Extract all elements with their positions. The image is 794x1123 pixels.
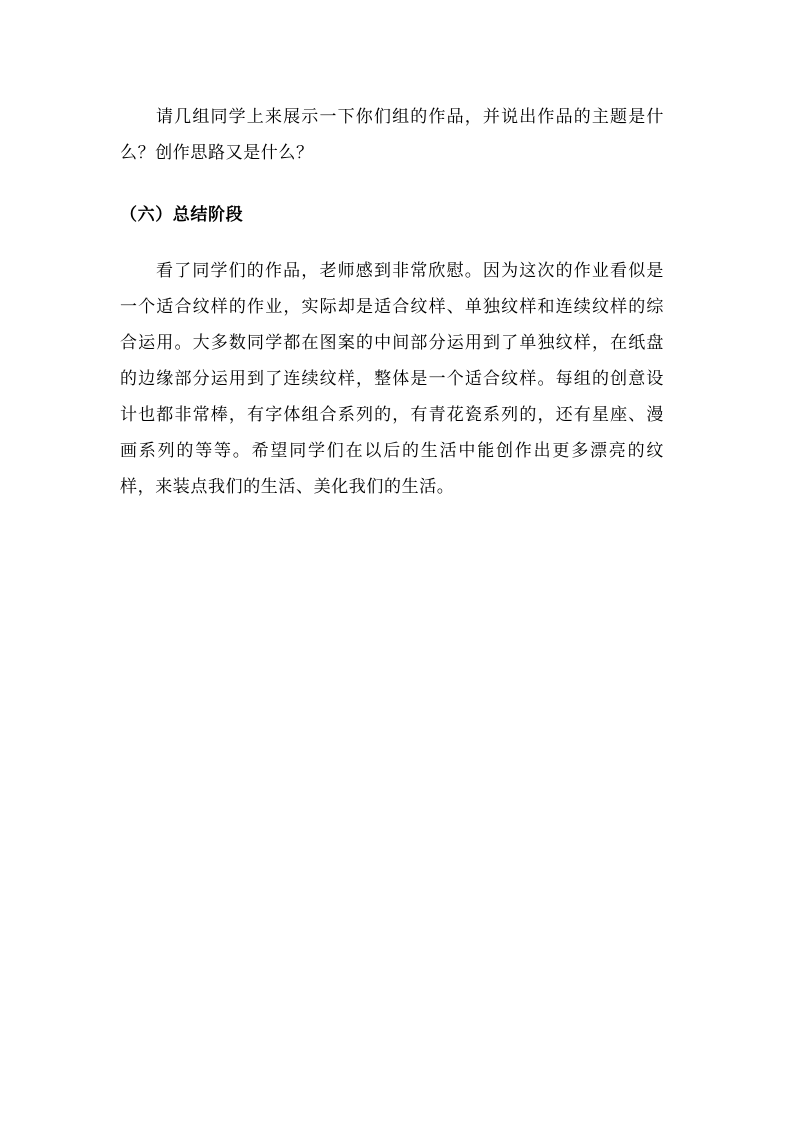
paragraph-presentation-prompt: 请几组同学上来展示一下你们组的作品，并说出作品的主题是什么？创作思路又是什么？ [120, 107, 664, 163]
paragraph-summary: 看了同学们的作品，老师感到非常欣慰。因为这次的作业看似是一个适合纹样的作业，实际却是适合纹样、单独纹样和连续纹样的综合运用。大多数同学都在图案的中间部分运用到了单独纹样，在纸盘的边缘部分运用到了连续纹样，整体是一个适合纹样。每组的创意设计也都非常棒，有字体组合系列的，有青花瓷系列的，还有星座、漫画系列的等等。希望同学们在以后的生活中能创作出更多漂亮的纹样，来装点我们的生活、美化我们的生活。 [120, 261, 664, 497]
section-heading-summary: （六）总结阶段 [120, 205, 244, 225]
